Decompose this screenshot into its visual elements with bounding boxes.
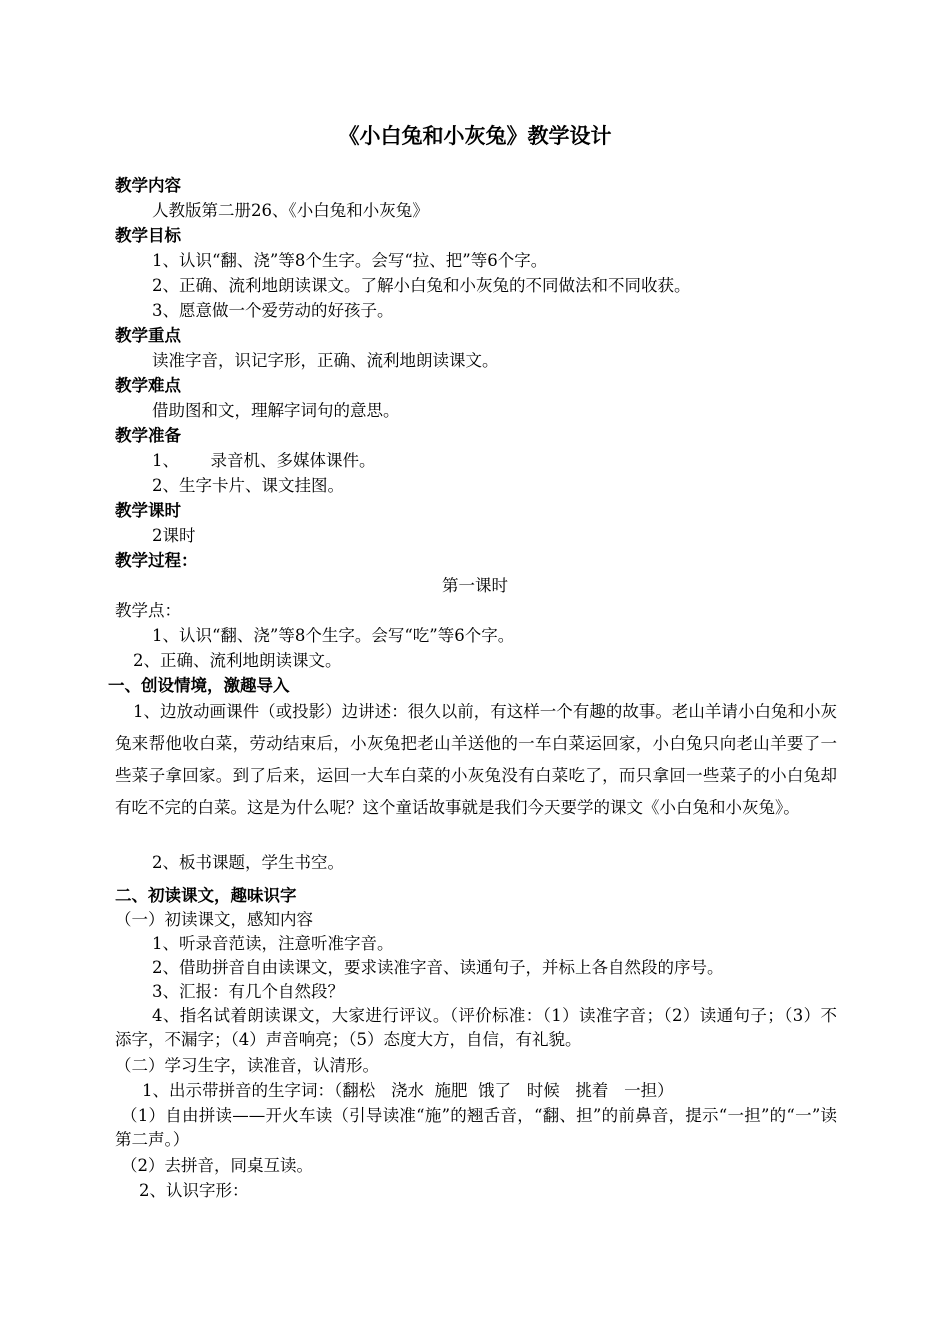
heading-difficulties: 教学难点: [115, 376, 181, 395]
part-2-sub-2-item-2: 2、认识字形：: [139, 1181, 249, 1200]
heading-key-points: 教学重点: [115, 326, 181, 345]
part-1-story-text: 1、边放动画课件（或投影）边讲述：很久以前，有这样一个有趣的故事。老山羊请小白兔和小灰兔来帮他收白菜，劳动结束后，小灰兔把老山羊送他的一车白菜运回家，小白兔只向老山羊要了一些菜子拿回家。到了后来，运回一大车白菜的小灰兔没有白菜吃了，而只拿回一些菜子的小白兔却有吃不完的白菜。这是为什么呢？这个童话故事就是我们今天要学的课文《小白兔和小灰兔》。: [115, 702, 837, 817]
teaching-point-1: 1、认识“翻、浇”等8个生字。会写“吃”等6个字。: [152, 626, 515, 645]
part-2-sub-2-item-1: 1、出示带拼音的生字词：（翻松 浇水 施肥 饿了 时候 挑着 一担）: [142, 1081, 674, 1100]
difficulty-text: 借助图和文，理解字词句的意思。: [152, 401, 400, 420]
goal-3: 3、愿意做一个爱劳动的好孩子。: [152, 301, 394, 320]
goal-2: 2、正确、流利地朗读课文。了解小白兔和小灰兔的不同做法和不同收获。: [152, 276, 691, 295]
heading-preparation: 教学准备: [115, 426, 181, 445]
goal-1: 1、认识“翻、浇”等8个生字。会写“拉、把”等6个字。: [152, 251, 548, 270]
document-title: 《小白兔和小灰兔》教学设计: [338, 124, 612, 148]
prep-2: 2、生字卡片、课文挂图。: [152, 476, 344, 495]
content-text: 人教版第二册26、《小白兔和小灰兔》: [152, 201, 429, 220]
heading-content: 教学内容: [115, 176, 181, 195]
teaching-point-2: 2、正确、流利地朗读课文。: [133, 651, 342, 670]
part-2-sub-1-item-2: 2、借助拼音自由读课文，要求读准字音、读通句子，并标上各自然段的序号。: [152, 958, 724, 977]
heading-process: 教学过程：: [115, 551, 198, 570]
part-2-sub-1-item-4: 4、指名试着朗读课文，大家进行评议。（评价标准：（1）读准字音；（2）读通句子；（3）不添字，不漏字；（4）声音响亮；（5）态度大方，自信，有礼貌。: [115, 1006, 837, 1049]
part-2-sub-2-item-1a: （1）自由拼读——开火车读（引导读准“施”的翘舌音，“翻、担”的前鼻音，提示“一担”的“一”读第二声。）: [115, 1106, 837, 1149]
heading-part-1: 一、创设情境，激趣导入: [108, 676, 290, 695]
part-2-sub-1: （一）初读课文，感知内容: [115, 910, 313, 929]
heading-hours: 教学课时: [115, 501, 181, 520]
heading-goals: 教学目标: [115, 226, 181, 245]
prep-1: 1、 录音机、多媒体课件。: [152, 451, 376, 470]
heading-part-2: 二、初读课文，趣味识字: [115, 886, 297, 905]
key-text: 读准字音，识记字形，正确、流利地朗读课文。: [152, 351, 499, 370]
part-1-story-paragraph: [115, 696, 837, 824]
hours-text: 2课时: [152, 526, 196, 545]
part-1-step-2: 2、板书课题，学生书空。: [152, 853, 344, 872]
part-2-sub-2-item-1b: （2）去拼音，同桌互读。: [121, 1156, 313, 1175]
part-2-sub-1-item-3: 3、汇报：有几个自然段？: [152, 982, 344, 1001]
teaching-points-label: 教学点：: [115, 601, 181, 620]
lesson-title: 第一课时: [442, 576, 508, 595]
part-2-sub-2: （二）学习生字，读准音，认清形。: [115, 1056, 379, 1075]
part-2-sub-1-item-1: 1、听录音范读，注意听准字音。: [152, 934, 394, 953]
